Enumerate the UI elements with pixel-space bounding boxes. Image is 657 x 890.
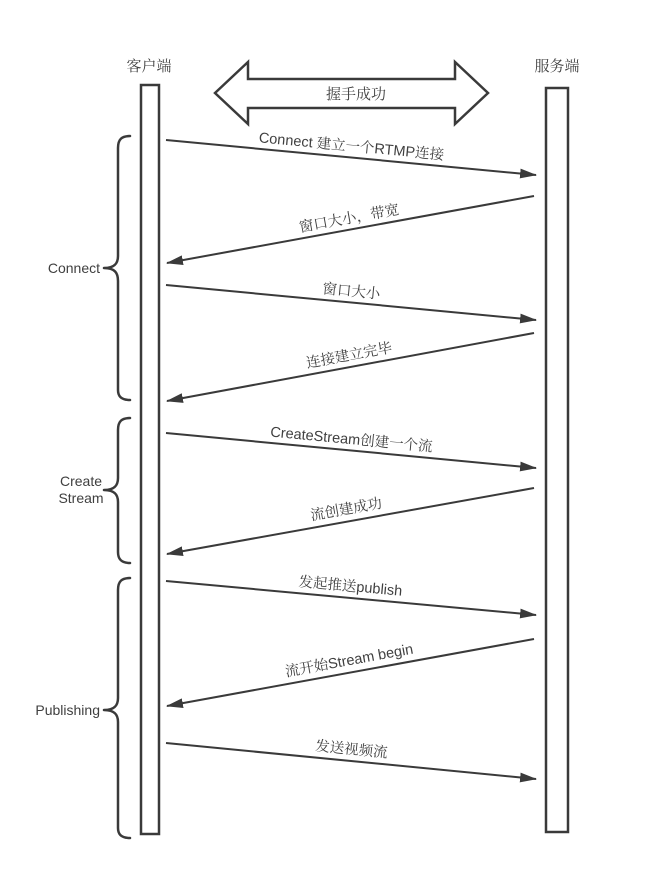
message-label-9: 发送视频流 — [314, 738, 389, 762]
create-stream-group-label-line2: Stream — [58, 490, 104, 506]
message-arrow-6 — [167, 488, 534, 554]
message-arrow-8 — [167, 639, 534, 706]
message-arrow-4 — [167, 333, 534, 401]
connect-group-label: Connect — [47, 260, 100, 276]
message-label-4: 连接建立完毕 — [305, 340, 394, 372]
create-stream-group-brace — [104, 418, 130, 563]
message-label-2: 窗口大小，带宽 — [297, 202, 401, 237]
message-label-1: Connect 建立一个RTMP连接 — [258, 130, 445, 164]
message-arrow-2 — [167, 196, 534, 263]
message-label-7: 发起推送publish — [297, 574, 403, 600]
participant-server-label: 服务端 — [534, 58, 580, 75]
create-stream-group-label-line1: Create — [59, 473, 103, 489]
handshake-label: 握手成功 — [325, 86, 387, 103]
message-label-8: 流开始Stream begin — [284, 641, 415, 681]
server-lifeline-bar — [546, 88, 568, 832]
publishing-group-brace — [104, 578, 130, 838]
client-lifeline-bar — [141, 85, 159, 834]
message-label-6: 流创建成功 — [309, 495, 384, 525]
connect-group-brace — [104, 136, 130, 400]
message-label-3: 窗口大小 — [321, 281, 382, 303]
message-label-5: CreateStream创建一个流 — [269, 424, 434, 456]
participant-client-label: 客户端 — [126, 58, 172, 75]
publishing-group-label: Publishing — [35, 702, 100, 718]
